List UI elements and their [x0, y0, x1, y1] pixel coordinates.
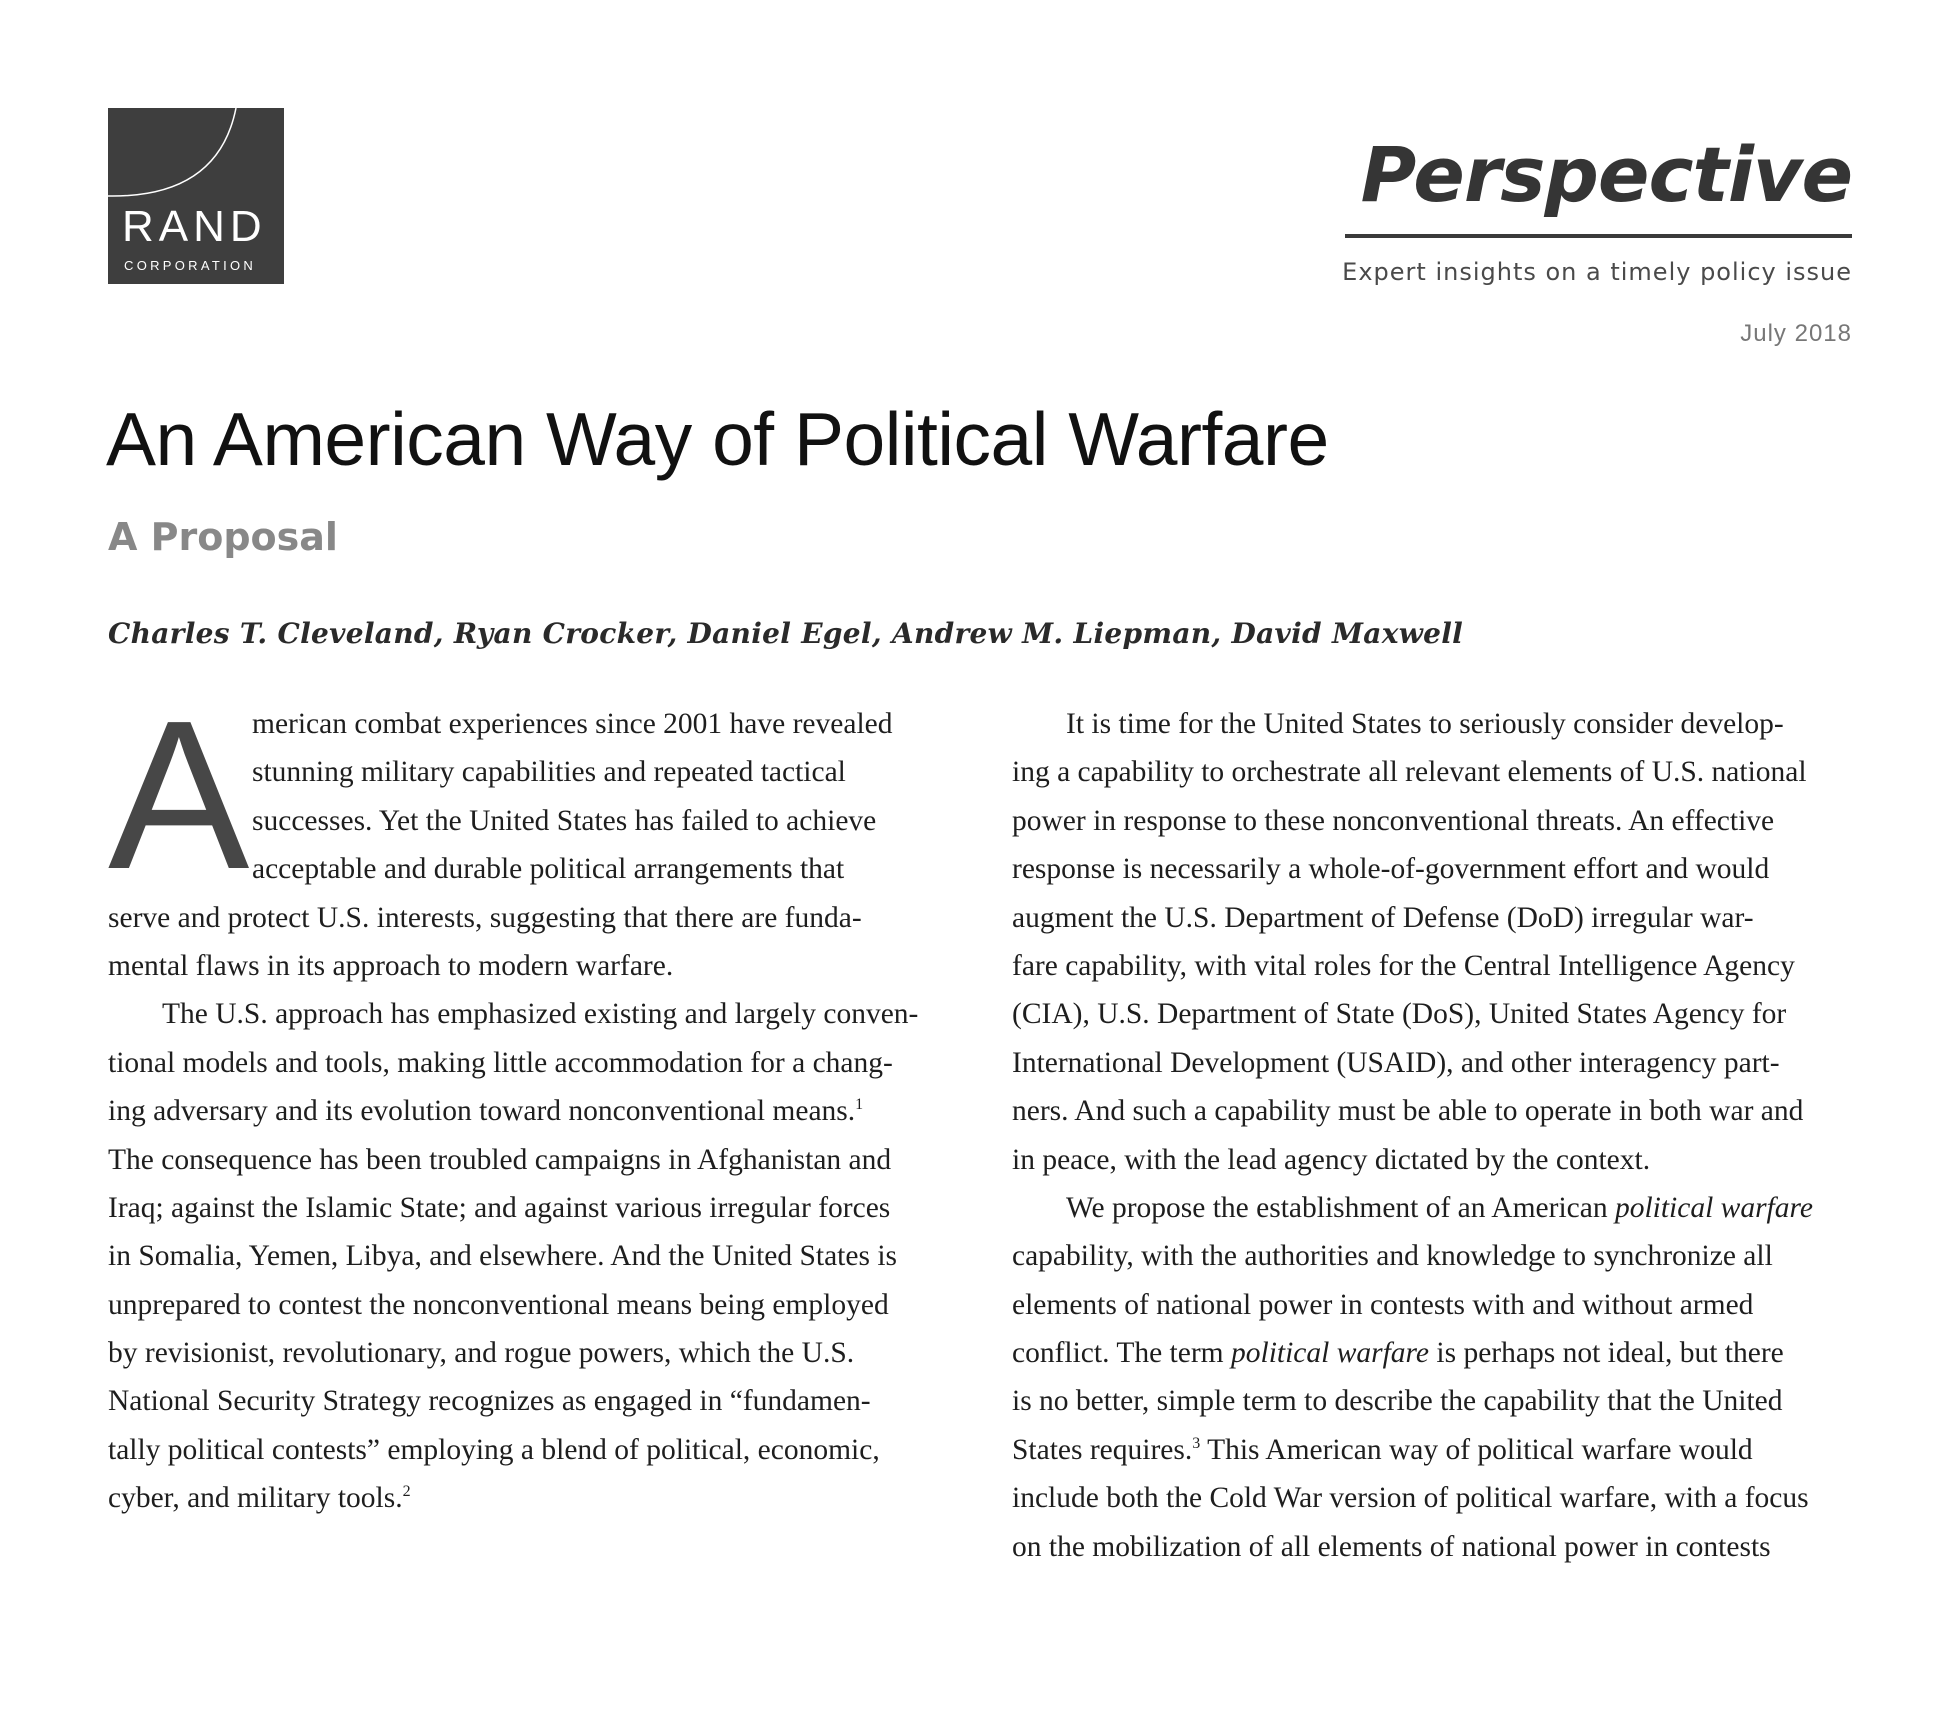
body-text: We propose the establishment of an American [1066, 1191, 1615, 1224]
body-line: serve and protect U.S. interests, suggesting that there are funda- [108, 901, 862, 934]
body-text: is perhaps not ideal, but there [1429, 1337, 1784, 1370]
body-line: It is time for the United States to seriously consider develop- [1066, 708, 1784, 740]
body-line: ing a capability to orchestrate all relevant elements of U.S. national [1012, 756, 1807, 789]
body-line: mental flaws in its approach to modern warfare. [108, 949, 674, 982]
left-column [108, 676, 948, 1523]
body-line: merican combat experiences since 2001 have revealed [252, 708, 893, 740]
body-line: The consequence has been troubled campaigns in Afghanistan and [108, 1143, 892, 1176]
body-line: in peace, with the lead agency dictated by the context. [1012, 1143, 1651, 1176]
body-line: by revisionist, revolutionary, and rogue powers, which the U.S. [108, 1337, 855, 1370]
body-line: National Security Strategy recognizes as engaged in “fundamen- [108, 1385, 871, 1418]
body-line [1012, 1184, 1858, 1232]
body-line [1012, 1329, 1858, 1377]
body-text: cyber, and military tools. [108, 1482, 403, 1515]
body-line: unprepared to contest the nonconventional means being employed [108, 1288, 889, 1321]
emphasis-term: political warfare [1614, 1191, 1813, 1224]
body-text: ing adversary and its evolution toward nonconventional means. [108, 1095, 856, 1128]
body-line: augment the U.S. Department of Defense (DoD) irregular war- [1012, 901, 1754, 934]
body-line: International Development (USAID), and other interagency part- [1012, 1046, 1780, 1079]
header-rule [1345, 234, 1852, 238]
emphasis-term: political warfare [1231, 1337, 1430, 1370]
body-line: on the mobilization of all elements of national power in contests [1012, 1530, 1771, 1563]
footnote-ref[interactable]: 3 [1192, 1435, 1201, 1453]
footnote-ref[interactable]: 1 [855, 1096, 864, 1114]
logo-subname: CORPORATION [124, 258, 257, 273]
document-subtitle: A Proposal [108, 515, 338, 559]
body-line: stunning military capabilities and repeated tactical [252, 756, 846, 789]
body-line [108, 1474, 948, 1522]
body-line: tally political contests” employing a blend of political, economic, [108, 1433, 880, 1466]
rand-logo [108, 108, 284, 284]
body-line: power in response to these nonconventional threats. An effective [1012, 804, 1775, 837]
series-tagline: Expert insights on a timely policy issue [1342, 258, 1852, 286]
body-line: Iraq; against the Islamic State; and against various irregular forces [108, 1191, 891, 1224]
series-label: Perspective [1360, 130, 1852, 219]
body-line: tional models and tools, making little accommodation for a chang- [108, 1046, 893, 1079]
body-line: (CIA), U.S. Department of State (DoS), United States Agency for [1012, 998, 1787, 1031]
body-line: response is necessarily a whole-of-government effort and would [1012, 853, 1770, 886]
publication-date: July 2018 [1740, 320, 1852, 347]
body-text: This American way of political warfare would [1200, 1433, 1753, 1466]
body-line: successes. Yet the United States has failed to achieve [252, 804, 877, 837]
body-line: The U.S. approach has emphasized existing and largely conven- [162, 998, 919, 1031]
body-text: conflict. The term [1012, 1337, 1231, 1370]
body-text: States requires. [1012, 1433, 1193, 1466]
author-list: Charles T. Cleveland, Ryan Crocker, Daniel Egel, Andrew M. Liepman, David Maxwell [108, 617, 1464, 650]
document-title: An American Way of Political Warfare [106, 397, 1329, 481]
body-line: capability, with the authorities and knowledge to synchronize all [1012, 1240, 1773, 1273]
body-line: in Somalia, Yemen, Libya, and elsewhere. And the United States is [108, 1240, 897, 1273]
body-line: fare capability, with vital roles for the Central Intelligence Agency [1012, 949, 1795, 982]
body-line: acceptable and durable political arrangements that [252, 853, 845, 886]
body-line [108, 1087, 948, 1135]
body-line: include both the Cold War version of political warfare, with a focus [1012, 1482, 1809, 1515]
body-line [1012, 1426, 1858, 1474]
logo-name: RAND [122, 202, 267, 251]
body-line: is no better, simple term to describe the capability that the United [1012, 1385, 1783, 1418]
right-column [1012, 700, 1858, 1571]
body-line: ners. And such a capability must be able to operate in both war and [1012, 1095, 1804, 1128]
body-line: elements of national power in contests with and without armed [1012, 1288, 1754, 1321]
footnote-ref[interactable]: 2 [402, 1483, 411, 1501]
drop-cap: A [108, 676, 250, 913]
